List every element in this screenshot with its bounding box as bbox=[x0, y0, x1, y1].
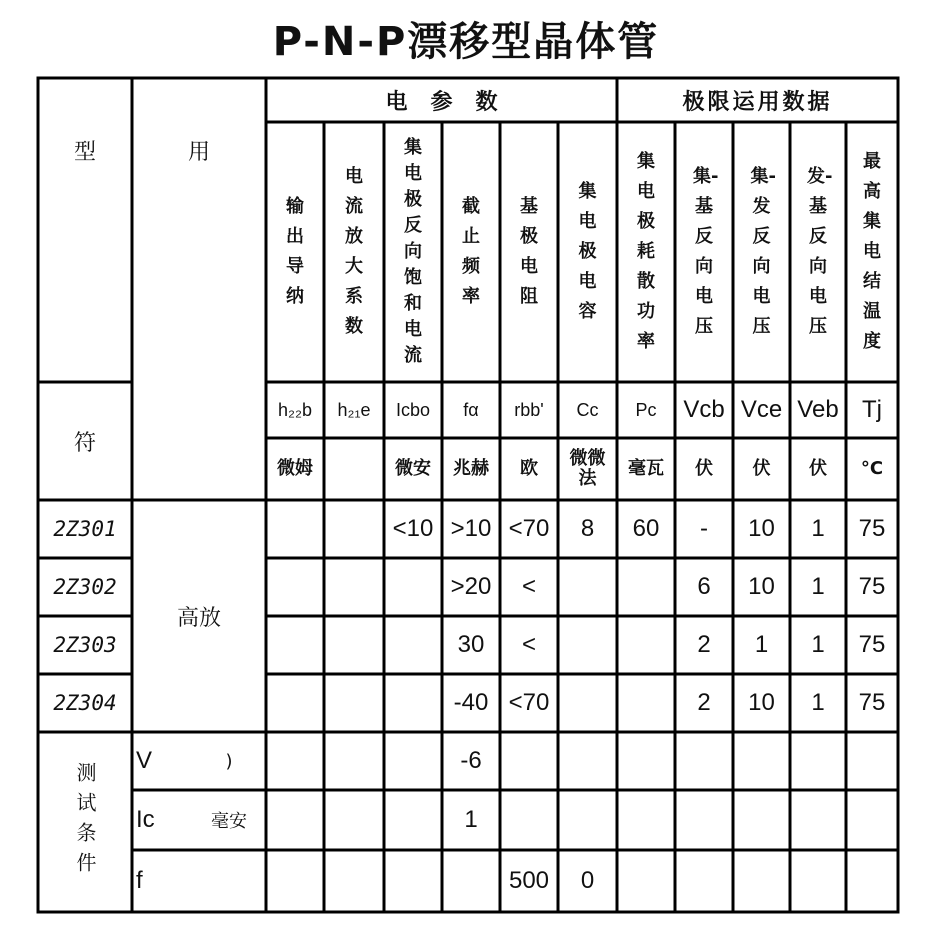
model-cell: 2Z304 bbox=[53, 691, 117, 715]
condition-param: Ic bbox=[136, 806, 155, 833]
param-unit: 微微法 bbox=[569, 448, 606, 489]
param-symbol: Veb bbox=[797, 396, 839, 423]
model-cell: 2Z301 bbox=[53, 517, 117, 541]
param-unit-cell bbox=[792, 440, 844, 498]
param-symbol: Icbo bbox=[395, 399, 431, 420]
value-cell: - bbox=[700, 515, 708, 542]
value-cell bbox=[326, 676, 382, 730]
param-name: 发-基反向电压 bbox=[807, 166, 833, 337]
value-cell bbox=[560, 676, 615, 730]
condition-value bbox=[848, 852, 896, 910]
value-cell: 10 bbox=[748, 573, 775, 600]
param-unit: 伏 bbox=[809, 458, 827, 479]
condition-value bbox=[619, 734, 673, 788]
value-cell: 10 bbox=[748, 515, 775, 542]
condition-value bbox=[502, 734, 556, 788]
value-cell: 8 bbox=[580, 515, 595, 542]
param-name-cell bbox=[560, 124, 615, 380]
param-symbol: Cc bbox=[576, 399, 599, 420]
condition-unit: ) bbox=[225, 750, 233, 772]
condition-value bbox=[735, 734, 788, 788]
conditions-label-text: 测试条件 bbox=[73, 762, 97, 882]
value-cell bbox=[386, 618, 440, 672]
param-unit-cell bbox=[386, 440, 440, 498]
condition-unit: 毫安 bbox=[211, 811, 247, 832]
condition-value bbox=[326, 852, 382, 910]
condition-value bbox=[268, 852, 322, 910]
param-name-cell bbox=[326, 124, 382, 380]
condition-value bbox=[560, 792, 615, 848]
value-cell: 1 bbox=[811, 631, 825, 658]
param-symbol-cell bbox=[735, 384, 788, 436]
param-unit: 微安 bbox=[395, 458, 431, 479]
condition-value bbox=[326, 734, 382, 788]
value-cell: 75 bbox=[858, 515, 886, 542]
param-unit: 微姆 bbox=[277, 458, 313, 479]
value-cell bbox=[386, 560, 440, 614]
condition-value bbox=[619, 792, 673, 848]
condition-value: -6 bbox=[460, 747, 482, 774]
condition-value bbox=[677, 852, 731, 910]
condition-value bbox=[268, 734, 322, 788]
param-name: 集-发反向电压 bbox=[750, 166, 776, 337]
condition-value bbox=[677, 792, 731, 848]
condition-value bbox=[792, 852, 844, 910]
param-unit-cell bbox=[848, 440, 896, 498]
param-symbol: h₂₁e bbox=[337, 399, 371, 420]
condition-value bbox=[619, 852, 673, 910]
param-symbol-cell bbox=[848, 384, 896, 436]
header-symbol-label: 符 bbox=[73, 430, 96, 456]
param-name: 最高集电结温度 bbox=[863, 151, 881, 352]
param-symbol: Pc bbox=[635, 399, 657, 420]
condition-value bbox=[848, 734, 896, 788]
value-cell: >20 bbox=[450, 573, 492, 600]
group-limit-data: 极限运用数据 bbox=[682, 89, 833, 115]
param-unit-cell bbox=[444, 440, 498, 498]
condition-param: f bbox=[136, 867, 143, 894]
param-name-cell bbox=[792, 124, 844, 380]
condition-value: 1 bbox=[464, 806, 478, 833]
condition-value bbox=[502, 792, 556, 848]
value-cell: 2 bbox=[697, 689, 711, 716]
value-cell: 1 bbox=[754, 631, 769, 658]
condition-param: V bbox=[136, 747, 153, 774]
param-unit: 伏 bbox=[752, 458, 771, 479]
value-cell: 75 bbox=[858, 573, 886, 600]
param-unit-cell bbox=[268, 440, 322, 498]
param-name: 集电极反向饱和电流 bbox=[404, 137, 422, 366]
value-cell bbox=[268, 560, 322, 614]
param-name-cell bbox=[502, 124, 556, 380]
param-symbol: rbb' bbox=[514, 399, 544, 420]
value-cell bbox=[268, 502, 322, 556]
param-symbol-cell bbox=[502, 384, 556, 436]
param-name: 截止频率 bbox=[462, 196, 480, 307]
condition-value: 0 bbox=[580, 867, 595, 894]
param-unit-cell bbox=[677, 440, 731, 498]
param-unit-cell bbox=[326, 440, 382, 498]
param-name-cell bbox=[848, 124, 896, 380]
use-cell: 高放 bbox=[176, 605, 221, 631]
value-cell bbox=[619, 560, 673, 614]
value-cell: 1 bbox=[811, 689, 825, 716]
param-name-cell bbox=[677, 124, 731, 380]
value-cell: < bbox=[521, 631, 536, 658]
value-cell bbox=[268, 618, 322, 672]
model-cell: 2Z302 bbox=[53, 575, 117, 599]
param-symbol-cell bbox=[619, 384, 673, 436]
value-cell: <10 bbox=[392, 515, 434, 542]
value-cell: 30 bbox=[457, 631, 485, 658]
value-cell bbox=[560, 618, 615, 672]
value-cell: 1 bbox=[811, 515, 825, 542]
param-name-cell bbox=[735, 124, 788, 380]
param-symbol-cell bbox=[677, 384, 731, 436]
param-name-cell bbox=[444, 124, 498, 380]
value-cell: <70 bbox=[508, 689, 550, 716]
condition-value bbox=[268, 792, 322, 848]
param-symbol-cell bbox=[326, 384, 382, 436]
value-cell: >10 bbox=[450, 515, 492, 542]
condition-value bbox=[792, 792, 844, 848]
value-cell: <70 bbox=[508, 515, 550, 542]
condition-value bbox=[560, 734, 615, 788]
param-unit: °C bbox=[860, 458, 884, 479]
param-symbol: h₂₂b bbox=[278, 399, 312, 420]
param-unit-cell bbox=[502, 440, 556, 498]
value-cell bbox=[386, 676, 440, 730]
param-unit: 欧 bbox=[520, 458, 538, 479]
param-symbol: Tj bbox=[862, 396, 882, 423]
condition-unit bbox=[196, 852, 262, 910]
param-symbol: Vcb bbox=[683, 396, 725, 423]
value-cell: 60 bbox=[632, 515, 660, 542]
value-cell bbox=[268, 676, 322, 730]
condition-value bbox=[386, 734, 440, 788]
value-cell: 6 bbox=[697, 573, 711, 600]
value-cell bbox=[326, 502, 382, 556]
value-cell: 10 bbox=[748, 689, 775, 716]
value-cell: < bbox=[521, 573, 536, 600]
param-name: 集电极电容 bbox=[578, 181, 597, 322]
value-cell bbox=[619, 618, 673, 672]
condition-value bbox=[386, 792, 440, 848]
condition-value bbox=[677, 734, 731, 788]
header-model: 型 bbox=[73, 139, 96, 165]
param-unit: 兆赫 bbox=[453, 458, 489, 479]
value-cell: -40 bbox=[453, 689, 489, 716]
value-cell bbox=[560, 560, 615, 614]
param-symbol-cell bbox=[444, 384, 498, 436]
value-cell bbox=[326, 560, 382, 614]
model-cell: 2Z303 bbox=[53, 633, 117, 657]
param-unit-cell bbox=[735, 440, 788, 498]
value-cell: 75 bbox=[858, 631, 886, 658]
param-name: 集电极耗散功率 bbox=[637, 151, 655, 352]
header-use: 用 bbox=[187, 139, 210, 165]
value-cell: 2 bbox=[697, 631, 711, 658]
param-name: 输出导纳 bbox=[286, 196, 304, 307]
param-name-cell bbox=[386, 124, 440, 380]
condition-value bbox=[735, 852, 788, 910]
param-symbol: fα bbox=[463, 399, 479, 420]
page-title: P-N-P漂移型晶体管 bbox=[272, 19, 660, 65]
condition-value bbox=[792, 734, 844, 788]
condition-value bbox=[386, 852, 440, 910]
param-unit: 伏 bbox=[695, 458, 713, 479]
param-name-cell bbox=[268, 124, 322, 380]
condition-value bbox=[848, 792, 896, 848]
param-name: 电流放大系数 bbox=[345, 166, 363, 337]
condition-value: 500 bbox=[508, 867, 550, 894]
condition-value bbox=[735, 792, 788, 848]
param-unit: 毫瓦 bbox=[628, 458, 664, 479]
param-symbol: Vce bbox=[740, 396, 783, 423]
param-unit-cell bbox=[619, 440, 673, 498]
param-symbol-cell bbox=[560, 384, 615, 436]
value-cell bbox=[326, 618, 382, 672]
conditions-label bbox=[40, 734, 130, 910]
param-name: 集-基反向电压 bbox=[693, 166, 719, 337]
param-symbol-cell bbox=[268, 384, 322, 436]
condition-value bbox=[326, 792, 382, 848]
group-electric-params: 电 参 数 bbox=[385, 89, 498, 115]
param-symbol-cell bbox=[792, 384, 844, 436]
condition-value bbox=[444, 852, 498, 910]
value-cell bbox=[619, 676, 673, 730]
param-unit-cell bbox=[560, 440, 615, 498]
param-symbol-cell bbox=[386, 384, 440, 436]
value-cell: 75 bbox=[858, 689, 886, 716]
param-name-cell bbox=[619, 124, 673, 380]
param-name: 基极电阻 bbox=[520, 196, 538, 307]
value-cell: 1 bbox=[811, 573, 825, 600]
